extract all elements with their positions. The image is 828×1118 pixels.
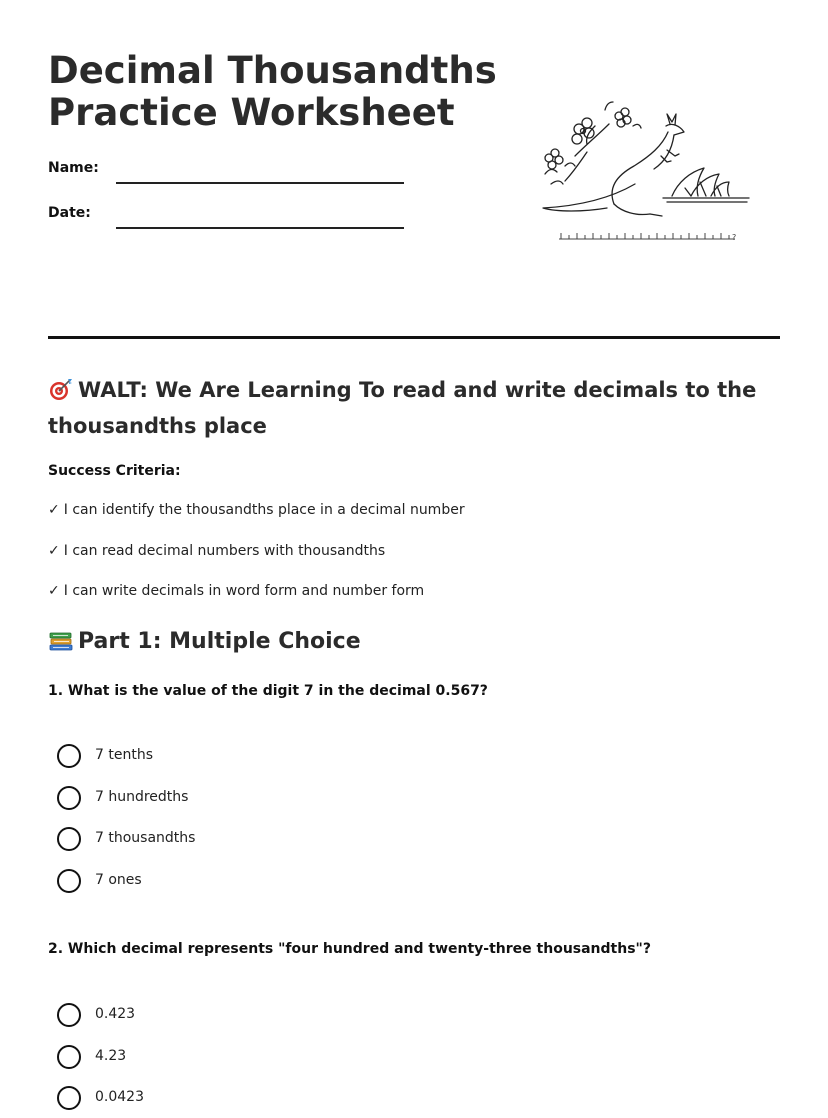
walt-heading	[48, 372, 778, 444]
target-icon	[48, 377, 74, 401]
walt-text: WALT: We Are Learning To read and write decimals to the thousandths place	[48, 378, 757, 438]
success-criterion-text: I can identify the thousandths place in a decimal number	[63, 502, 465, 518]
option-label: 0.423	[95, 1006, 136, 1022]
date-label: Date:	[48, 205, 91, 221]
date-input[interactable]	[116, 205, 404, 229]
q1-option-2[interactable]	[57, 786, 357, 812]
radio-button[interactable]	[57, 744, 81, 768]
success-criterion-text: I can write decimals in word form and number form	[63, 583, 425, 599]
radio-button[interactable]	[57, 1045, 81, 1069]
date-field-row	[48, 205, 408, 231]
option-label: 7 ones	[95, 872, 142, 888]
radio-button[interactable]	[57, 1086, 81, 1110]
name-field-row	[48, 160, 408, 186]
q1-option-1[interactable]	[57, 744, 357, 770]
radio-button[interactable]	[57, 786, 81, 810]
books-icon	[48, 628, 74, 652]
question-2-text: 2. Which decimal represents "four hundred and twenty-three thousandths"?	[48, 941, 651, 957]
q2-option-2[interactable]	[57, 1045, 357, 1071]
success-criteria-title: Success Criteria:	[48, 463, 181, 479]
section-divider	[48, 336, 780, 339]
part-1-heading	[48, 624, 361, 660]
success-criterion	[48, 583, 424, 599]
option-label: 7 thousandths	[95, 830, 196, 846]
q1-option-3[interactable]	[57, 827, 357, 853]
title-line-1: Decimal Thousandths	[48, 49, 497, 92]
q2-option-3[interactable]	[57, 1086, 357, 1112]
radio-button[interactable]	[57, 1003, 81, 1027]
part-1-title: Part 1: Multiple Choice	[78, 629, 361, 654]
check-icon: ✓	[48, 543, 60, 559]
option-label: 4.23	[95, 1048, 127, 1064]
title-line-2: Practice Worksheet	[48, 91, 455, 134]
kangaroo-sydney-opera-house-illustration	[535, 96, 750, 246]
success-criterion	[48, 543, 385, 559]
worksheet-title	[48, 50, 508, 134]
option-label: 0.0423	[95, 1089, 144, 1105]
question-1-text: 1. What is the value of the digit 7 in the decimal 0.567?	[48, 683, 488, 699]
ruler-end-label: ?	[732, 233, 737, 242]
radio-button[interactable]	[57, 869, 81, 893]
name-input[interactable]	[116, 160, 404, 184]
check-icon: ✓	[48, 583, 60, 599]
name-label: Name:	[48, 160, 99, 176]
q2-option-1[interactable]	[57, 1003, 357, 1029]
radio-button[interactable]	[57, 827, 81, 851]
option-label: 7 hundredths	[95, 789, 189, 805]
option-label: 7 tenths	[95, 747, 153, 763]
success-criterion	[48, 502, 465, 518]
q1-option-4[interactable]	[57, 869, 357, 895]
success-criterion-text: I can read decimal numbers with thousandths	[63, 543, 386, 559]
check-icon: ✓	[48, 502, 60, 518]
